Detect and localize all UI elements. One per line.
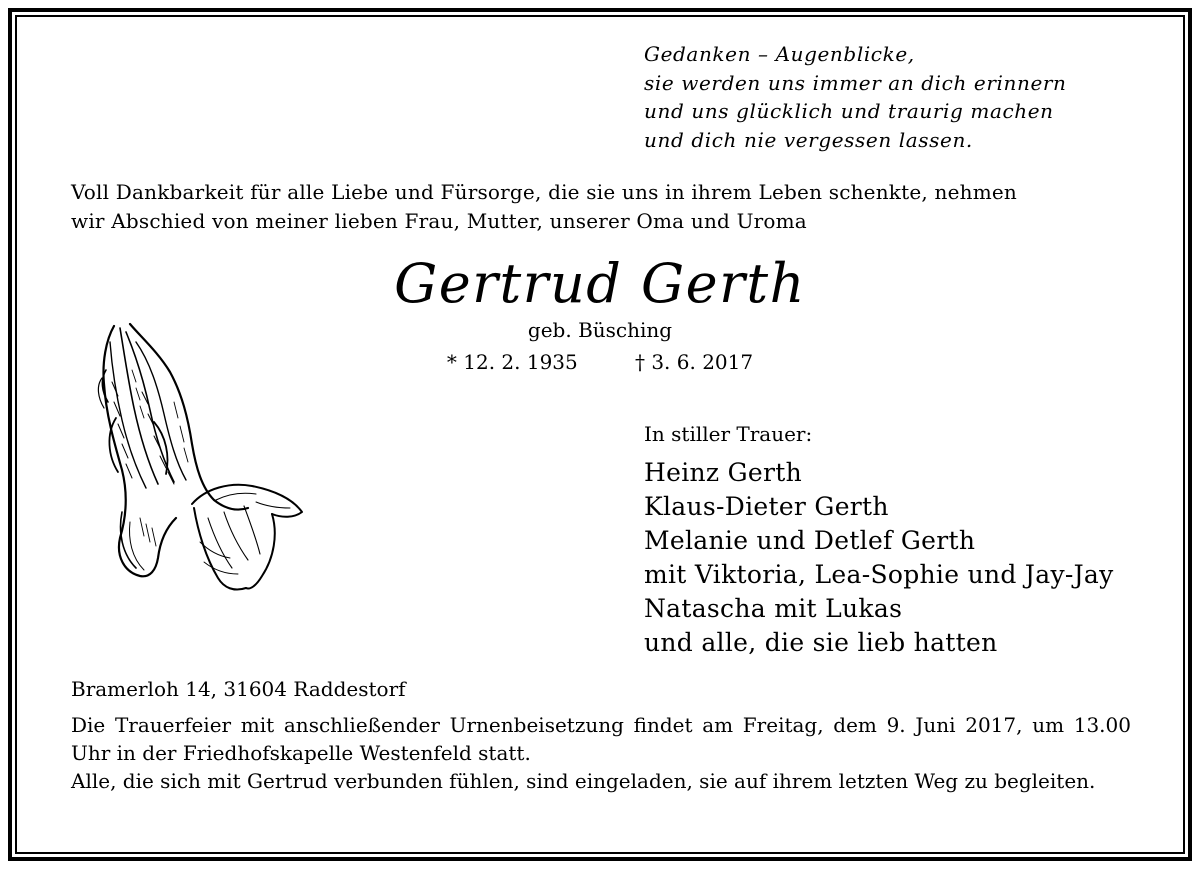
- funeral-notice: [71, 711, 1131, 795]
- poem-line: und dich nie vergessen lassen.: [644, 127, 973, 152]
- death-date: † 3. 6. 2017: [634, 350, 754, 374]
- funeral-paragraph: Die Trauerfeier mit anschließender Urnenbeisetzung findet am Freitag, dem 9. Juni 2017, um 13.00 Uhr in der Friedhofskapelle Westenfeld statt.: [71, 713, 1131, 765]
- poem-line: Gedanken – Augenblicke,: [644, 42, 915, 66]
- poem-line: sie werden uns immer an dich erinnern: [644, 70, 1067, 95]
- mourner-name: Heinz Gerth: [644, 458, 802, 487]
- mourners-heading: In stiller Trauer:: [644, 422, 813, 446]
- mourners-list: [644, 456, 1114, 660]
- praying-hands-icon: [96, 322, 308, 602]
- birth-date: * 12. 2. 1935: [446, 350, 578, 374]
- intro-line: wir Abschied von meiner lieben Frau, Mutter, unserer Oma und Uroma: [71, 209, 807, 233]
- poem-line: und uns glücklich und traurig machen: [644, 99, 1054, 123]
- mourner-name: Natascha mit Lukas: [644, 594, 903, 623]
- maiden-name: geb. Büsching: [527, 318, 673, 342]
- deceased-name: Gertrud Gerth: [394, 252, 806, 315]
- mourner-name: Melanie und Detlef Gerth: [644, 526, 976, 555]
- mourner-name: und alle, die sie lieb hatten: [644, 628, 998, 657]
- mourner-name: Klaus-Dieter Gerth: [644, 492, 889, 521]
- invitation-paragraph: Alle, die sich mit Gertrud verbunden fühlen, sind eingeladen, sie auf ihrem letzten Weg zu begleiten.: [71, 769, 1096, 793]
- intro-text: [71, 178, 1141, 236]
- mourner-name: mit Viktoria, Lea-Sophie und Jay-Jay: [644, 560, 1114, 589]
- poem: [644, 40, 1067, 154]
- intro-line: Voll Dankbarkeit für alle Liebe und Fürsorge, die sie uns in ihrem Leben schenkte, nehmen: [71, 180, 1017, 204]
- address: Bramerloh 14, 31604 Raddestorf: [71, 677, 406, 701]
- date-spacer: [578, 350, 635, 374]
